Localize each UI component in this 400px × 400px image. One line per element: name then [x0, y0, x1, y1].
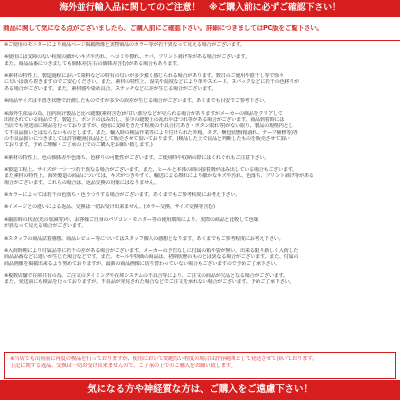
notice-line: ※イメージとの違いによる返品、交換は一切お受け出来ません。(カラー交換、サイズ交換等含む) — [4, 204, 215, 211]
notice-line: ※撮影時の状況(光の加減等)や、お客様ご自身のパソコン・モニター等の使用環境により、実際の商品と比較して色味 — [4, 216, 259, 223]
notice-line: が異なって見える場合がございます。 — [4, 223, 86, 230]
notice-line: ※使用には支障のない程度の細かいキズや汚れ、ヘコミや擦れ、ケバ、プリント剥げ等がある場合がございます。 — [4, 54, 250, 61]
notice-paragraph — [4, 73, 397, 92]
notice-paragraph — [4, 192, 397, 198]
inspection-notice-line: ※当店でも出荷前に再度の検品を行っておりますが、使用において問題ない程度の場合は許容範囲として発送させて頂いております。 — [10, 356, 318, 362]
notice-paragraph — [4, 98, 397, 104]
notice-line: ※入荷時期により付属品等に若干の差がある場合がございます。メーカーの予告なしに付属の箱や袋が無い、出来る限り新しく入荷した — [4, 247, 299, 254]
inspection-notice-text — [10, 356, 390, 371]
notice-line: ある場合がございます。また、素材感や染め具合、ステッチなどに差が生じる場合がございます。 — [4, 85, 217, 92]
notice-paragraph — [4, 42, 397, 48]
top-warning-banner: 海外並行輸入品に関してのご注意！ ※ご購入前に必ずご確認下さい！ — [0, 0, 400, 17]
notice-line: また素材の特性上、海外製造の商品については、キズがつきやすく、輸送による擦れにより細かなキズや汚れ、色落ち、プリント剥げ等がある — [4, 173, 314, 180]
notice-line: 場合がございます。これらの場合は、返品交換の対象にはなりません。 — [4, 179, 159, 186]
notice-line: ※複数店舗で在庫共有の為、ご注文のタイミングや在庫システムの不具合等により、ご注文の商品が欠品となる場合がございます。 — [4, 272, 288, 279]
notice-line: ※スタッフの商品試着感想、商品レビュー等についてはスタッフ個人の感想となります。あくまでもご参考程度にお考え下さい。 — [4, 235, 284, 242]
notice-paragraph — [4, 155, 397, 161]
notice-line: ※海外生産品の為、国内向け製品と比べ縫製(素材含む)が甘い部分などが見られる場合がありますがメーカーの検品をクリアして — [4, 110, 283, 117]
notice-paragraph — [4, 217, 397, 230]
notice-paragraph — [4, 204, 397, 210]
inspection-notice-line: 上記に関する返品、交換は一切お受け出来ませんので、ご了承の上でのご購入をお願い致します。 — [10, 363, 236, 370]
notice-line: 当店でも発送前に検品を行っておりますが、使用に支障をきたす程度の不具合(穴あき・ボタン取れ等)がない限り、製品の規格内とし — [4, 123, 294, 130]
notice-line: また、商品品番につきましても個体差(左右の個体差含む)がある場合もあります。 — [4, 60, 182, 67]
inspection-notice-box — [4, 352, 396, 379]
notice-line: ※素材の特性上、色の個体差や色落ち、色移りの可能性がございます。ご使用時や収納の際にはくれぐれもご注意下さい。 — [4, 154, 270, 161]
notice-line: ※商品サイズは平置き状態で計測したものですが多少の誤差が生じる場合がございます。あくまでも目安でご参考下さい。 — [4, 98, 269, 105]
notice-paragraph — [4, 273, 397, 286]
notice-line: に匂いは落ち着きますのでご安心ください。また、素材の特性上、湿気や温度などにより革やスエード、ヌバックなどに若干の色移りが — [4, 79, 299, 86]
notice-line: また、発送前にも検品を行っておりますが、不良品が発見された場合などでご注文を承れない場合がございます。予めご了承下さい。 — [4, 279, 295, 286]
notice-paragraph — [4, 248, 397, 267]
notice-paragraph — [4, 54, 397, 67]
notice-line: ※製造工程上、サイズが一つ一つ若干異なる場合がございます。また、ヒールと本体の間の接着剤がはみ出している場合もございます。 — [4, 167, 298, 174]
sub-header — [0, 17, 400, 41]
notice-line: ※ご使用のモニターにより商品ページ掲載画像と実物商品のカラー等が若干異なって見える場合がございます。 — [4, 42, 245, 48]
notice-line: 商品品番などに違いが生じた場合などです。また、セールや特価の商品は、初期状態のものとは異なる場合がございます。また、付属の — [4, 254, 299, 261]
notice-line: ております。予めご理解・ご了承の上でのご購入をお願い致します。) — [4, 142, 153, 149]
notice-list — [0, 42, 400, 350]
notice-line: ※素材の特性上、製造過程において染料などの特有の匂いが多少強く感じられる場合があります。数日のご使用や陰干し等で徐々 — [4, 73, 284, 80]
notice-line: 商品画像を掲載出来るよう努めておりますが、最新の商品画像に切り替わっていない場合もございますので予めご了承下さい。 — [4, 260, 281, 267]
notice-line: て不良品扱いとはならないものとします。また、輸入時の検品作業等により付けられた外箱、タグ、梱包状態(箱潰れ、テープ補修等)等 — [4, 129, 298, 136]
notice-paragraph — [4, 111, 397, 149]
notice-line: 出荷されている商品です。製造上、ボンドのはみ出し、多少の縫製上の乱れやほつれ等がある場合がございます。商品到着時には — [4, 116, 285, 123]
notice-paragraph — [4, 236, 397, 242]
notice-paragraph — [4, 167, 397, 186]
bottom-warning-banner: 気になる方や神経質な方は、ご購入をご遠慮下さい！ — [0, 380, 400, 400]
notice-line: ※カラーによっては若干の色落ち・色うつりする場合がございます。あくまでもご参考程度にお考え下さい。 — [4, 192, 241, 199]
sub-header-text: 商品に関して気になる点がございましたら、ご購入前にご確認下さい。詳細につきましてはPC版をご覧下さい。 — [3, 25, 323, 32]
notice-line: の不良品扱いにつきましては許容範囲(良品)として販売させて頂いております。(検品した上で良品と判断したものを販売させて頂い — [4, 135, 290, 142]
